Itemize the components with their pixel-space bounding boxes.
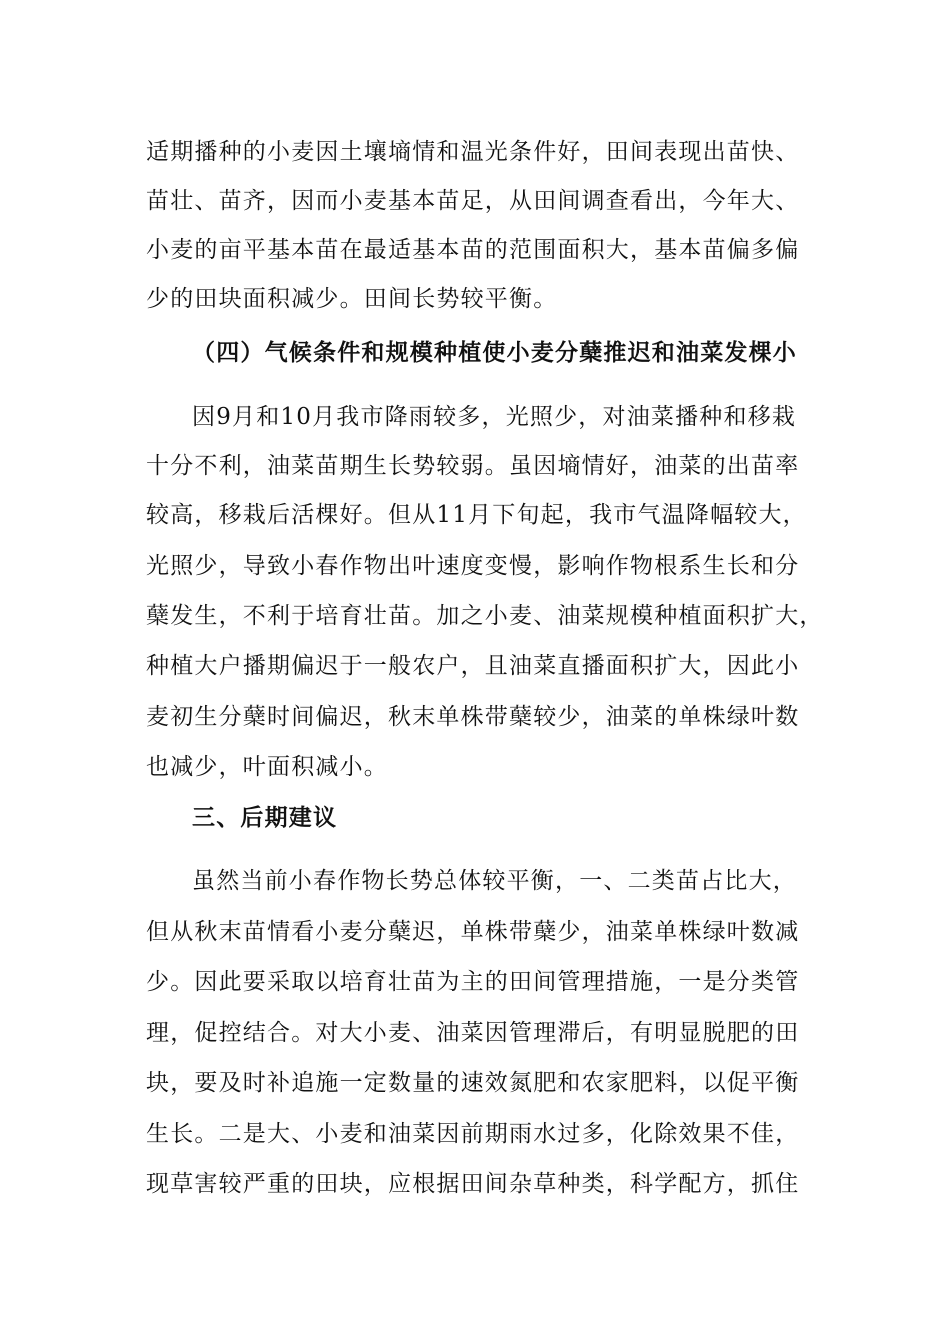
paragraph-line: 种植大户播期偏迟于一般农户，且油菜直播面积扩大，因此小	[146, 653, 800, 679]
section-heading-3: 三、后期建议	[192, 804, 338, 831]
paragraph-line: 虽然当前小春作物长势总体较平衡，一、二类苗占比大，	[192, 868, 797, 894]
paragraph-line: 块，要及时补追施一定数量的速效氮肥和农家肥料，以促平衡	[146, 1070, 800, 1096]
paragraph-line: 小麦的亩平基本苗在最适基本苗的范围面积大，基本苗偏多偏	[146, 237, 800, 263]
paragraph-line: 但从秋末苗情看小麦分蘖迟，单株带蘖少，油菜单株绿叶数减	[146, 919, 800, 945]
section-heading-4: （四）气候条件和规模种植使小麦分蘖推迟和油菜发棵小	[192, 339, 797, 366]
paragraph-line: 因9月和10月我市降雨较多，光照少，对油菜播种和移栽	[192, 404, 797, 430]
paragraph-line: 较高，移栽后活棵好。但从11月下旬起，我市气温降幅较大，	[146, 502, 807, 528]
paragraph-line: 生长。二是大、小麦和油菜因前期雨水过多，化除效果不佳，	[146, 1121, 800, 1147]
paragraph-line: 也减少，叶面积减小。	[146, 754, 388, 780]
paragraph-line: 光照少，导致小春作物出叶速度变慢，影响作物根系生长和分	[146, 553, 800, 579]
paragraph-line: 十分不利，油菜苗期生长势较弱。虽因墒情好，油菜的出苗率	[146, 453, 800, 479]
paragraph-line: 理，促控结合。对大小麦、油菜因管理滞后，有明显脱肥的田	[146, 1020, 800, 1046]
paragraph-line: 适期播种的小麦因土壤墒情和温光条件好，田间表现出苗快、	[146, 139, 800, 165]
paragraph-line: 苗壮、苗齐，因而小麦基本苗足，从田间调查看出，今年大、	[146, 188, 800, 214]
paragraph-line: 少。因此要采取以培育壮苗为主的田间管理措施，一是分类管	[146, 969, 800, 995]
paragraph-line: 少的田块面积减少。田间长势较平衡。	[146, 286, 558, 312]
paragraph-line: 蘖发生，不利于培育壮苗。加之小麦、油菜规模种植面积扩大，	[146, 603, 824, 629]
paragraph-line: 麦初生分蘖时间偏迟，秋末单株带蘖较少，油菜的单株绿叶数	[146, 704, 800, 730]
paragraph-line: 现草害较严重的田块，应根据田间杂草种类，科学配方，抓住	[146, 1171, 800, 1197]
